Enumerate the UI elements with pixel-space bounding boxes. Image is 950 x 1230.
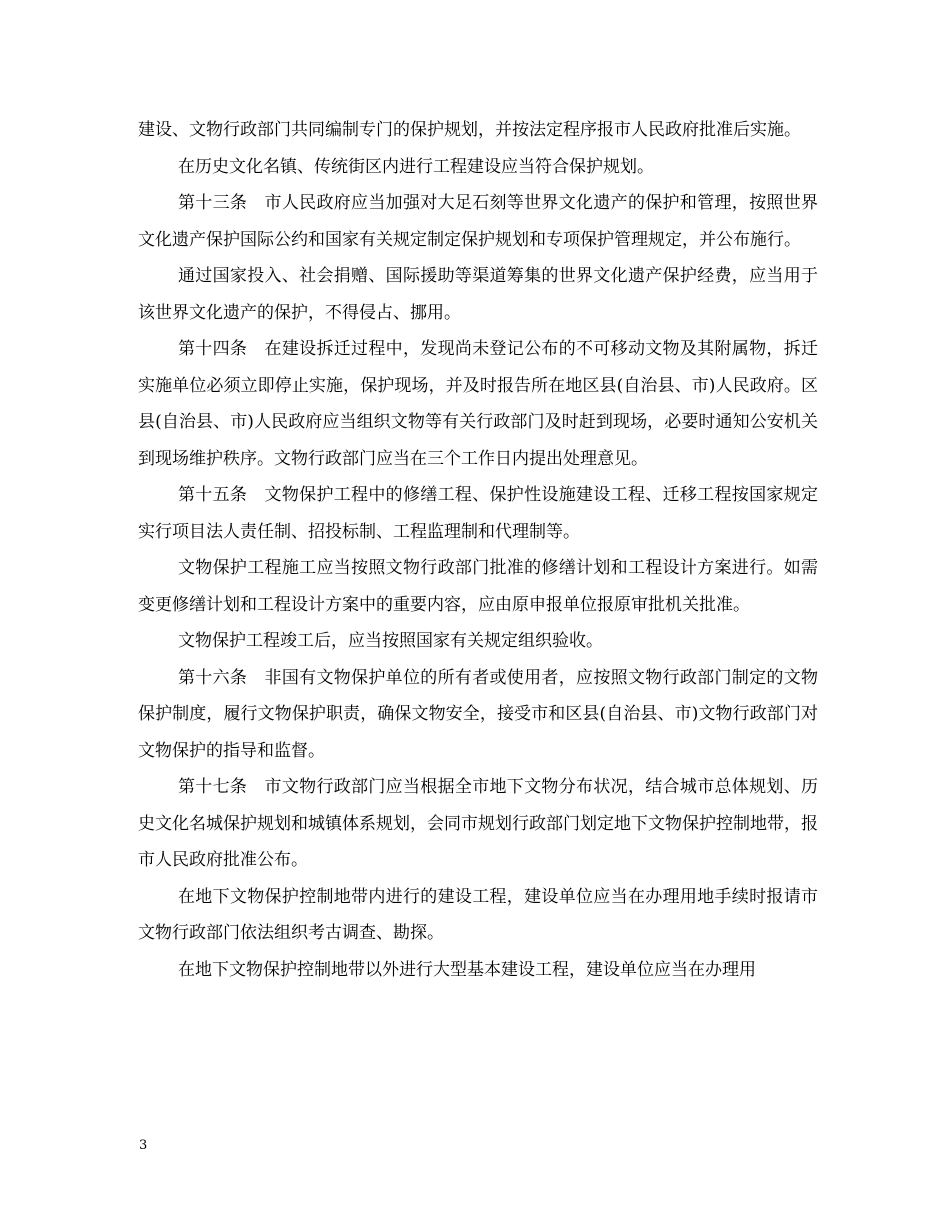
paragraph: 第十六条 非国有文物保护单位的所有者或使用者，应按照文物行政部门制定的文物保护制度，履行文物保护职责，确保文物安全，接受市和区县(自治县、市)文物行政部门对文物保护的指导和监督。 <box>138 667 818 761</box>
page-number: 3 <box>139 1138 148 1153</box>
paragraph: 第十七条 市文物行政部门应当根据全市地下文物分布状况，结合城市总体规划、历史文化名城保护规划和城镇体系规划，会同市规划行政部门划定地下文物保护控制地带，报市人民政府批准公布。 <box>138 777 818 870</box>
document-body <box>138 112 818 988</box>
paragraph: 文物保护工程施工应当按照文物行政部门批准的修缮计划和工程设计方案进行。如需变更修缮计划和工程设计方案中的重要内容，应由原申报单位报原审批机关批准。 <box>138 558 818 615</box>
paragraph: 第十三条 市人民政府应当加强对大足石刻等世界文化遗产的保护和管理，按照世界文化遗产保护国际公约和国家有关规定制定保护规划和专项保护管理规定，并公布施行。 <box>138 193 818 250</box>
paragraph: 在地下文物保护控制地带以外进行大型基本建设工程，建设单位应当在办理用 <box>178 959 756 980</box>
paragraph: 建设、文物行政部门共同编制专门的保护规划，并按法定程序报市人民政府批准后实施。 <box>138 120 801 140</box>
paragraph: 在历史文化名镇、传统街区内进行工程建设应当符合保护规划。 <box>178 156 654 177</box>
paragraph: 通过国家投入、社会捐赠、国际援助等渠道筹集的世界文化遗产保护经费，应当用于该世界文化遗产的保护，不得侵占、挪用。 <box>138 266 818 323</box>
paragraph: 第十四条 在建设拆迁过程中，发现尚未登记公布的不可移动文物及其附属物，拆迁实施单位必须立即停止实施，保护现场，并及时报告所在地区县(自治县、市)人民政府。区县(自治县、市)人民政府应当组织文物等有关行政部门及时赶到现场，必要时通知公安机关到现场维护秩序。文物行政部门应当在三个工作日内提出处理意见。 <box>138 339 818 469</box>
paragraph: 在地下文物保护控制地带内进行的建设工程，建设单位应当在办理用地手续时报请市文物行政部门依法组织考古调查、勘探。 <box>138 886 818 943</box>
paragraph: 文物保护工程竣工后，应当按照国家有关规定组织验收。 <box>178 631 603 651</box>
paragraph: 第十五条 文物保护工程中的修缮工程、保护性设施建设工程、迁移工程按国家规定实行项目法人责任制、招投标制、工程监理制和代理制等。 <box>138 485 818 542</box>
